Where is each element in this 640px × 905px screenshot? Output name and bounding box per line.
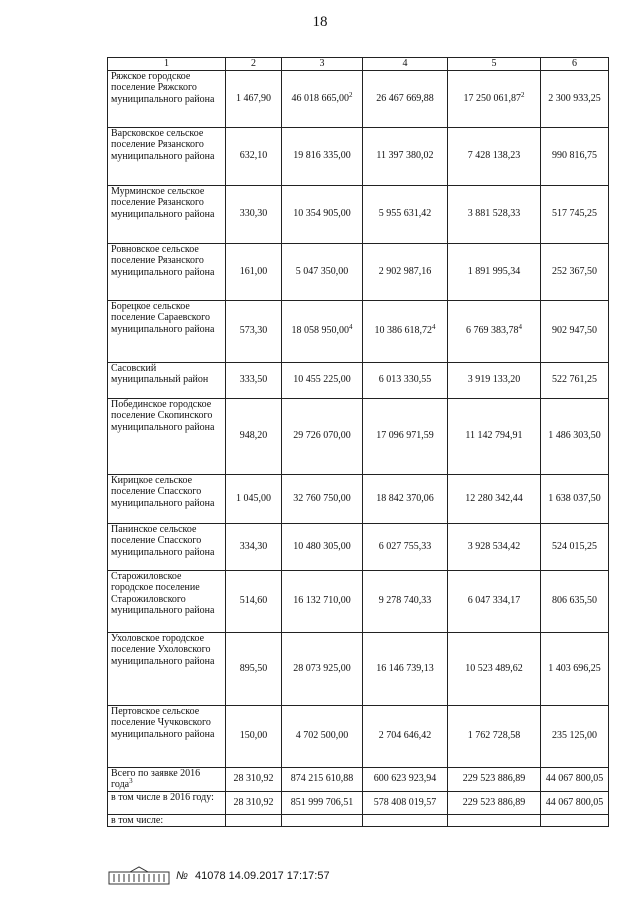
table-row	[108, 70, 609, 127]
column-header: 3	[282, 58, 363, 71]
area-cell	[226, 127, 282, 185]
fund-cell-text: 17 096 971,59	[376, 430, 434, 442]
area-cell-text: 28 310,92	[233, 796, 274, 808]
fund-cell-text: 2 902 987,16	[378, 265, 432, 277]
totals-label	[108, 814, 226, 827]
area-cell	[226, 70, 282, 127]
table-row	[108, 362, 609, 398]
regional-budget-cell	[448, 362, 541, 398]
table-row	[108, 127, 609, 185]
footer-stamp	[108, 866, 330, 886]
area-cell-text: 161,00	[239, 265, 268, 277]
data-table	[107, 57, 609, 827]
settlement-name-text: Побединское городское поселение Скопинского муниципального района	[111, 398, 215, 433]
area-cell	[226, 300, 282, 362]
column-header: 5	[448, 58, 541, 71]
settlement-name-text: Мурминское сельское поселение Рязанского муниципального района	[111, 185, 215, 220]
settlement-name	[108, 243, 226, 300]
footnote-mark: 2	[349, 90, 353, 99]
total-cost-cell	[282, 398, 363, 474]
settlement-name	[108, 632, 226, 705]
area-cell	[226, 474, 282, 523]
fund-cell-text: 5 955 631,42	[378, 208, 432, 220]
regional-budget-cell	[448, 523, 541, 570]
fund-cell-text: 10 386 618,72	[374, 325, 432, 337]
regional-budget-cell	[448, 243, 541, 300]
total-cost-cell	[282, 474, 363, 523]
total-cost-cell	[282, 70, 363, 127]
totals-label-text: в том числе в 2016 году:	[111, 791, 214, 803]
total-cost-cell-text: 851 999 706,51	[290, 796, 354, 808]
area-cell-text: 28 310,92	[233, 773, 274, 785]
area-cell-text: 150,00	[239, 730, 268, 742]
area-cell	[226, 398, 282, 474]
total-cost-cell-text: 16 132 710,00	[293, 595, 351, 607]
regional-budget-cell	[448, 570, 541, 632]
page-number: 18	[312, 14, 328, 30]
total-cost-cell-text: 18 058 950,00	[291, 325, 349, 337]
local-budget-cell	[541, 767, 609, 791]
local-budget-cell	[541, 632, 609, 705]
table-row	[108, 523, 609, 570]
regional-budget-cell	[448, 767, 541, 791]
regional-budget-cell-text: 17 250 061,87	[463, 92, 521, 104]
total-cost-cell	[282, 814, 363, 827]
document-number: 41078	[194, 870, 226, 882]
regional-budget-cell-text: 229 523 886,89	[462, 796, 526, 808]
area-cell	[226, 767, 282, 791]
settlement-name-text: Кирицкое сельское поселение Спасского муниципального района	[111, 474, 215, 509]
regional-budget-cell-text: 229 523 886,89	[462, 773, 526, 785]
total-cost-cell	[282, 362, 363, 398]
regional-budget-cell	[448, 70, 541, 127]
footnote-mark: 4	[432, 323, 436, 332]
area-cell-text: 333,50	[239, 374, 268, 386]
local-budget-cell-text: 2 300 933,25	[548, 92, 601, 104]
fund-cell-text: 11 397 380,02	[376, 150, 434, 162]
totals-row	[108, 791, 609, 814]
total-cost-cell	[282, 300, 363, 362]
totals-label-text: в том числе:	[111, 814, 164, 826]
regional-budget-cell-text: 3 919 133,20	[467, 374, 521, 386]
settlement-name-text: Старожиловское городское поселение Старожиловского муниципального района	[111, 570, 215, 616]
area-cell	[226, 814, 282, 827]
fund-cell-text: 9 278 740,33	[378, 595, 432, 607]
area-cell-text: 948,20	[239, 430, 268, 442]
area-cell	[226, 185, 282, 243]
total-cost-cell-text: 28 073 925,00	[293, 662, 351, 674]
settlement-name-text: Ровновское сельское поселение Рязанского муниципального района	[111, 243, 215, 278]
local-budget-cell	[541, 398, 609, 474]
fund-cell	[363, 523, 448, 570]
settlement-name-text: Ухоловское городское поселение Ухоловского муниципального района	[111, 632, 215, 667]
column-header: 2	[226, 58, 282, 71]
local-budget-cell-text: 252 367,50	[552, 265, 597, 277]
area-cell-text: 1 045,00	[236, 492, 271, 504]
table-row	[108, 570, 609, 632]
fund-cell-text: 16 146 739,13	[376, 662, 434, 674]
regional-budget-cell	[448, 127, 541, 185]
local-budget-cell	[541, 791, 609, 814]
local-budget-cell-text: 806 635,50	[552, 595, 597, 607]
total-cost-cell-text: 32 760 750,00	[293, 492, 351, 504]
total-cost-cell	[282, 705, 363, 767]
local-budget-cell	[541, 70, 609, 127]
local-budget-cell	[541, 705, 609, 767]
table-row	[108, 474, 609, 523]
regional-budget-cell	[448, 398, 541, 474]
totals-row	[108, 767, 609, 791]
total-cost-cell	[282, 632, 363, 705]
settlement-name	[108, 185, 226, 243]
fund-cell	[363, 570, 448, 632]
settlement-name-text: Ряжское городское поселение Ряжского муниципального района	[111, 70, 215, 105]
total-cost-cell	[282, 767, 363, 791]
local-budget-cell-text: 1 638 037,50	[548, 492, 601, 504]
fund-cell	[363, 398, 448, 474]
table-row	[108, 300, 609, 362]
total-cost-cell	[282, 185, 363, 243]
fund-cell-text: 6 013 330,55	[378, 374, 432, 386]
local-budget-cell-text: 517 745,25	[552, 208, 597, 220]
regional-budget-cell-text: 3 881 528,33	[467, 208, 521, 220]
settlement-name-text: Борецкое сельское поселение Сараевского муниципального района	[111, 300, 215, 335]
local-budget-cell	[541, 300, 609, 362]
fund-cell	[363, 767, 448, 791]
fund-cell-text: 6 027 755,33	[378, 540, 432, 552]
total-cost-cell	[282, 791, 363, 814]
regional-budget-cell	[448, 814, 541, 827]
area-cell	[226, 362, 282, 398]
area-cell-text: 330,30	[239, 208, 268, 220]
totals-row	[108, 814, 609, 827]
regional-budget-cell-text: 10 523 489,62	[465, 662, 523, 674]
document-stamp	[176, 870, 330, 882]
fund-cell	[363, 474, 448, 523]
local-budget-cell-text: 524 015,25	[552, 540, 597, 552]
regional-budget-cell-text: 6 047 334,17	[467, 595, 521, 607]
local-budget-cell-text: 44 067 800,05	[545, 796, 604, 808]
totals-label	[108, 767, 226, 791]
fund-cell	[363, 791, 448, 814]
total-cost-cell	[282, 127, 363, 185]
area-cell-text: 895,50	[239, 662, 268, 674]
local-budget-cell-text: 990 816,75	[552, 150, 597, 162]
local-budget-cell	[541, 362, 609, 398]
settlement-name	[108, 70, 226, 127]
column-header: 6	[541, 58, 609, 71]
total-cost-cell-text: 46 018 665,00	[291, 92, 349, 104]
total-cost-cell	[282, 243, 363, 300]
settlement-name	[108, 398, 226, 474]
total-cost-cell	[282, 523, 363, 570]
fund-cell	[363, 300, 448, 362]
column-header: 4	[363, 58, 448, 71]
footnote-mark: 2	[521, 90, 525, 99]
fund-cell	[363, 632, 448, 705]
fund-cell	[363, 243, 448, 300]
footnote-mark: 4	[349, 323, 353, 332]
local-budget-cell	[541, 127, 609, 185]
regional-budget-cell-text: 12 280 342,44	[465, 492, 523, 504]
fund-cell-text: 578 408 019,57	[373, 796, 437, 808]
regional-budget-cell	[448, 300, 541, 362]
settlement-name	[108, 523, 226, 570]
local-budget-cell-text: 1 486 303,50	[548, 430, 601, 442]
fund-cell-text: 26 467 669,88	[376, 92, 434, 104]
fund-cell	[363, 705, 448, 767]
settlement-name-text: Панинское сельское поселение Спасского муниципального района	[111, 523, 215, 558]
total-cost-cell-text: 10 455 225,00	[293, 374, 351, 386]
totals-label-text: Всего по заявке 2016 года	[111, 767, 201, 790]
settlement-name	[108, 570, 226, 632]
local-budget-cell-text: 1 403 696,25	[548, 662, 601, 674]
area-cell	[226, 523, 282, 570]
total-cost-cell-text: 10 480 305,00	[293, 540, 351, 552]
area-cell	[226, 632, 282, 705]
footnote-mark: 3	[129, 777, 133, 785]
settlement-name-text: Варсковское сельское поселение Рязанского муниципального района	[111, 127, 215, 162]
table-row	[108, 705, 609, 767]
area-cell	[226, 570, 282, 632]
area-cell	[226, 791, 282, 814]
table-row	[108, 185, 609, 243]
fund-cell-text: 18 842 370,06	[376, 492, 434, 504]
local-budget-cell	[541, 185, 609, 243]
total-cost-cell-text: 874 215 610,88	[290, 773, 354, 785]
fund-cell	[363, 70, 448, 127]
area-cell	[226, 705, 282, 767]
settlement-name	[108, 300, 226, 362]
footnote-mark: 4	[518, 323, 522, 332]
fund-cell	[363, 814, 448, 827]
total-cost-cell-text: 19 816 335,00	[293, 150, 351, 162]
fund-cell	[363, 185, 448, 243]
settlement-name-text: Пертовское сельское поселение Чучковского муниципального района	[111, 705, 215, 740]
regional-budget-cell-text: 6 769 383,78	[466, 325, 519, 337]
number-sign: №	[176, 870, 188, 882]
regional-budget-cell-text: 3 928 534,42	[467, 540, 521, 552]
regional-budget-cell-text: 7 428 138,23	[467, 150, 521, 162]
document-timestamp: 14.09.2017 17:17:57	[228, 870, 330, 882]
local-budget-cell-text: 522 761,25	[552, 374, 597, 386]
local-budget-cell-text: 235 125,00	[552, 730, 597, 742]
column-header: 1	[108, 58, 226, 71]
area-cell-text: 1 467,90	[236, 92, 271, 104]
local-budget-cell	[541, 474, 609, 523]
settlement-name	[108, 705, 226, 767]
area-cell-text: 632,10	[239, 150, 268, 162]
table-row	[108, 243, 609, 300]
local-budget-cell	[541, 814, 609, 827]
regional-budget-cell-text: 11 142 794,91	[465, 430, 523, 442]
fund-cell	[363, 127, 448, 185]
table-row	[108, 632, 609, 705]
local-budget-cell	[541, 243, 609, 300]
settlement-name	[108, 474, 226, 523]
regional-budget-cell-text: 1 891 995,34	[467, 265, 521, 277]
totals-label	[108, 791, 226, 814]
total-cost-cell-text: 10 354 905,00	[293, 208, 351, 220]
total-cost-cell	[282, 570, 363, 632]
local-budget-cell-text: 902 947,50	[552, 325, 597, 337]
fund-cell-text: 2 704 646,42	[378, 730, 432, 742]
regional-budget-cell	[448, 474, 541, 523]
local-budget-cell	[541, 570, 609, 632]
area-cell-text: 514,60	[239, 595, 268, 607]
area-cell-text: 334,30	[239, 540, 268, 552]
regional-budget-cell-text: 1 762 728,58	[467, 730, 521, 742]
regional-budget-cell	[448, 632, 541, 705]
regional-budget-cell	[448, 705, 541, 767]
table-row	[108, 398, 609, 474]
total-cost-cell-text: 4 702 500,00	[295, 730, 349, 742]
building-logo-icon	[108, 866, 170, 886]
regional-budget-cell	[448, 791, 541, 814]
total-cost-cell-text: 29 726 070,00	[293, 430, 351, 442]
area-cell-text: 573,30	[239, 325, 268, 337]
fund-cell	[363, 362, 448, 398]
header-row	[108, 58, 609, 71]
fund-cell-text: 600 623 923,94	[373, 773, 437, 785]
local-budget-cell-text: 44 067 800,05	[545, 773, 604, 785]
total-cost-cell-text: 5 047 350,00	[295, 265, 349, 277]
area-cell	[226, 243, 282, 300]
settlement-name-text: Сасовский муниципальный район	[111, 362, 209, 385]
local-budget-cell	[541, 523, 609, 570]
settlement-name	[108, 362, 226, 398]
settlement-name	[108, 127, 226, 185]
regional-budget-cell	[448, 185, 541, 243]
